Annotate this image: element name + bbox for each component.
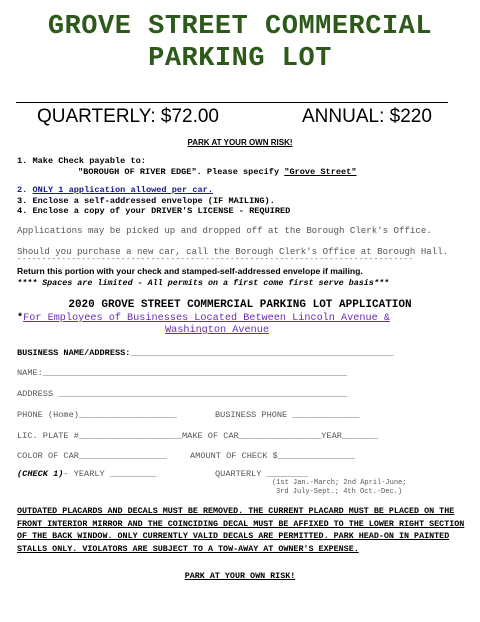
- business-name-line: ___________________________________________________: [130, 348, 394, 358]
- subtitle-text-1: For Employees of Businesses Located Between Lincoln Avenue &: [23, 313, 390, 324]
- instruction-4: 4. Enclose a copy of your DRIVER'S LICENSE - REQUIRED: [17, 206, 291, 216]
- business-name-field[interactable]: [17, 348, 393, 358]
- limited-note: **** Spaces are limited - All permits on a first come first serve basis***: [17, 278, 389, 288]
- name-line: ___________________________________________________________: [42, 368, 348, 378]
- placard-notice: OUTDATED PLACARDS AND DECALS MUST BE REMOVED. THE CURRENT PLACARD MUST BE PLACED ON THE FRONT INTERIOR MIRROR AND THE COINCIDING DECAL MUST BE AFFIXED TO THE LOWER RIGHT SECTION OF THE BACK WINDOW. ONLY CURRENTLY VALID DECALS ARE PERMITTED. PARK HEAD-ON IN PAINTED STALLS ONLY. VIOLATORS ARE SUBJECT TO A TOW-AWAY AT OWNER'S EXPENSE.: [17, 506, 465, 554]
- home-phone-field[interactable]: PHONE (Home)___________________: [17, 410, 177, 420]
- new-car-info: Should you purchase a new car, call the Borough Clerk's Office at Borough Hall.: [17, 246, 449, 257]
- quarterly-price: QUARTERLY: $72.00: [37, 106, 220, 127]
- return-note: Return this portion with your check and stamped-self-addressed envelope if mailing.: [17, 266, 363, 276]
- yearly-line: - YEARLY _________: [63, 469, 157, 479]
- instruction-2: [17, 185, 213, 195]
- quarterly-option[interactable]: QUARTERLY ________: [215, 469, 308, 479]
- application-title: 2020 GROVE STREET COMMERCIAL PARKING LOT APPLICATION: [68, 299, 412, 311]
- cut-line: --------------------------------------------------------------------------------: [17, 256, 414, 264]
- address-field[interactable]: [17, 389, 347, 399]
- check-amount-field[interactable]: AMOUNT OF CHECK $_______________: [190, 451, 356, 461]
- grove-street-specify: "Grove Street": [284, 167, 357, 177]
- check-one-label: (CHECK 1): [17, 469, 64, 479]
- business-name-label: BUSINESS NAME/ADDRESS:: [17, 348, 131, 358]
- name-field[interactable]: [17, 368, 347, 378]
- instruction-1b-text: "BOROUGH OF RIVER EDGE". Please specify: [78, 167, 285, 177]
- application-subtitle-2: Washington Avenue: [165, 325, 269, 336]
- title-divider: [16, 102, 448, 103]
- address-label: ADDRESS: [17, 389, 54, 399]
- title-line-2: PARKING LOT: [148, 44, 332, 74]
- name-label: NAME:: [17, 368, 43, 378]
- subtitle-star: *: [17, 313, 24, 324]
- pickup-info: Applications may be picked up and dropped off at the Borough Clerk's Office.: [17, 225, 432, 236]
- plate-make-year-field[interactable]: LIC. PLATE #____________________MAKE OF CAR________________YEAR_______: [17, 431, 378, 441]
- instruction-1a: 1. Make Check payable to:: [17, 156, 146, 166]
- business-phone-field[interactable]: BUSINESS PHONE _____________: [215, 410, 360, 420]
- title-line-1: GROVE STREET COMMERCIAL: [47, 12, 433, 42]
- car-color-field[interactable]: COLOR OF CAR_________________: [17, 451, 167, 461]
- instruction-2-text: ONLY 1 application allowed per car.: [32, 185, 213, 195]
- warning-top: PARK AT YOUR OWN RISK!: [187, 138, 293, 147]
- application-subtitle-1: [17, 313, 390, 324]
- annual-price: ANNUAL: $220: [302, 106, 432, 127]
- quarters-note-1: (1st Jan.-March; 2nd April-June;: [272, 479, 407, 487]
- instruction-1b: [78, 167, 357, 177]
- yearly-option[interactable]: [17, 469, 156, 479]
- instruction-3: 3. Enclose a self-addressed envelope (IF MAILING).: [17, 196, 275, 206]
- quarters-note-2: 3rd July-Sept.; 4th Oct.-Dec.): [276, 488, 403, 496]
- warning-bottom: PARK AT YOUR OWN RISK!: [184, 571, 296, 581]
- address-line: ________________________________________________________: [53, 389, 348, 399]
- instruction-2-number: 2.: [17, 185, 28, 195]
